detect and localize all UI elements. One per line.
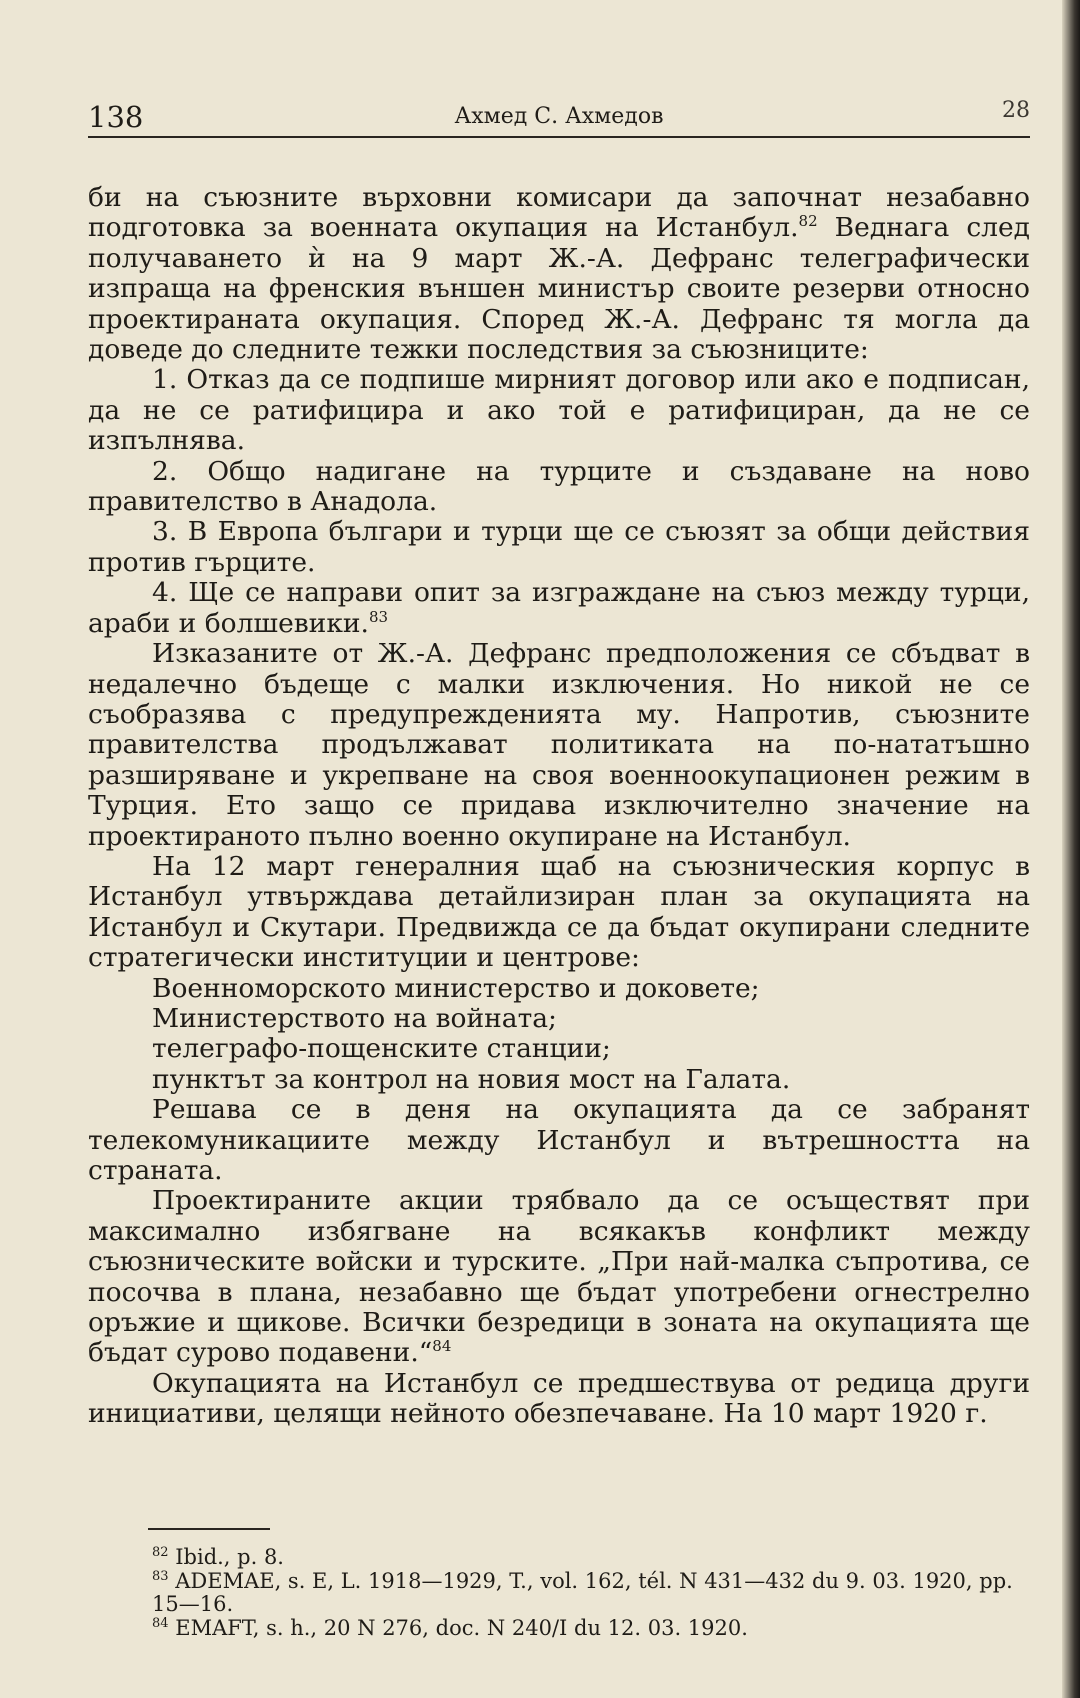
list-item: 3. В Европа българи и турци ще се съюзят за общи действия против гърците. xyxy=(88,516,1030,578)
header-ref-number: 28 xyxy=(1002,98,1030,123)
page-header xyxy=(88,88,1030,138)
list-item: телеграфо-пощенските станции; xyxy=(152,1033,611,1065)
footnote-ref: 84 xyxy=(432,1337,452,1356)
page-edge-shadow xyxy=(1062,0,1080,1698)
book-page xyxy=(88,88,1030,1640)
paragraph: На 12 март генералния щаб на съюзническия корпус в Истанбул утвърждава детайлизиран план за окупацията на Истанбул и Скутари. Предвижда се да бъдат окупирани следните стратегически институции и центрове: xyxy=(88,850,1030,974)
page-number: 138 xyxy=(88,100,144,134)
footnote: $^{84}$ EMAFT, s. h., 20 N 276, doc. N 240/I du 12. 03. 1920. xyxy=(152,1615,748,1640)
footnote-ref: 83 xyxy=(368,607,389,626)
paragraph: Решава се в деня на окупацията да се забранят телекомуникациите между Истанбул и вътрешността на страната. xyxy=(88,1094,1030,1186)
list-item: 2. Общо надигане на турците и създаване на ново правителство в Анадола. xyxy=(88,455,1030,518)
list-item: 1. Отказ да се подпише мирният договор или ако е подписан, да не се ратифицира и ако той е ратифициран, да не се изпълнява. xyxy=(88,364,1030,457)
footnote-ref: 82 xyxy=(798,212,818,231)
list-item: Министерството на войната; xyxy=(152,1002,557,1034)
paragraph: Окупацията на Истанбул се предшествува от редица други инициативи, целящи нейното обезпечаване. На 10 март 1920 г. xyxy=(88,1367,1030,1430)
footnote: $^{82}$ Ibid., p. 8. xyxy=(152,1545,284,1569)
list-item: 4. Ще се направи опит за изграждане на съюз между турци, араби и болшевики.$^{83}$ xyxy=(88,577,1030,639)
paragraph: Изказаните от Ж.-А. Дефранс предположения се сбъдват в недалечно бъдеще с малки изключения. Но никой не се съобразява с предупрежденията му. Напротив, съюзните правителства продължават политиката на по-нататъшно разширяване и укрепване на своя военноокупационен режим в Турция. Ето защо се придава изключително значение на проектираното пълно военно окупиране на Истанбул. xyxy=(88,638,1030,852)
paragraph: би на съюзните върховни комисари да започнат незабавно подготовка за военната окупация на Истанбул.$^{82}$ Веднага след получаването ѝ на 9 март Ж.-А. Дефранс телеграфически изпраща на френския външен министър своите резерви относно проектираната окупация. Според Ж.-А. Дефранс тя могла да доведе до следните тежки последствия за съюзниците: xyxy=(88,182,1030,366)
list-item: Военноморското министерство и доковете; xyxy=(152,972,760,1004)
list-item: пунктът за контрол на новия мост на Галата. xyxy=(152,1063,791,1095)
main-text xyxy=(88,183,1030,1430)
footnote-divider xyxy=(148,1528,270,1530)
footnote: $^{83}$ ADEMAE, s. E, L. 1918—1929, T., vol. 162, tél. N 431—432 du 9. 03. 1920, pp. 15—16. xyxy=(152,1568,1013,1616)
footnotes xyxy=(88,1546,1030,1640)
running-head: Ахмед С. Ахмедов xyxy=(454,104,664,129)
paragraph: Проектираните акции трябвало да се осъществят при максимално избягване на всякакъв конфликт между съюзническите войски и турските. „При най-малка съпротива, се посочва в плана, незабавно ще бъдат употребени огнестрелно оръжие и щикове. Всички безредици в зоната на окупацията ще бъдат сурово подавени.“$^{84}$ xyxy=(88,1185,1030,1369)
